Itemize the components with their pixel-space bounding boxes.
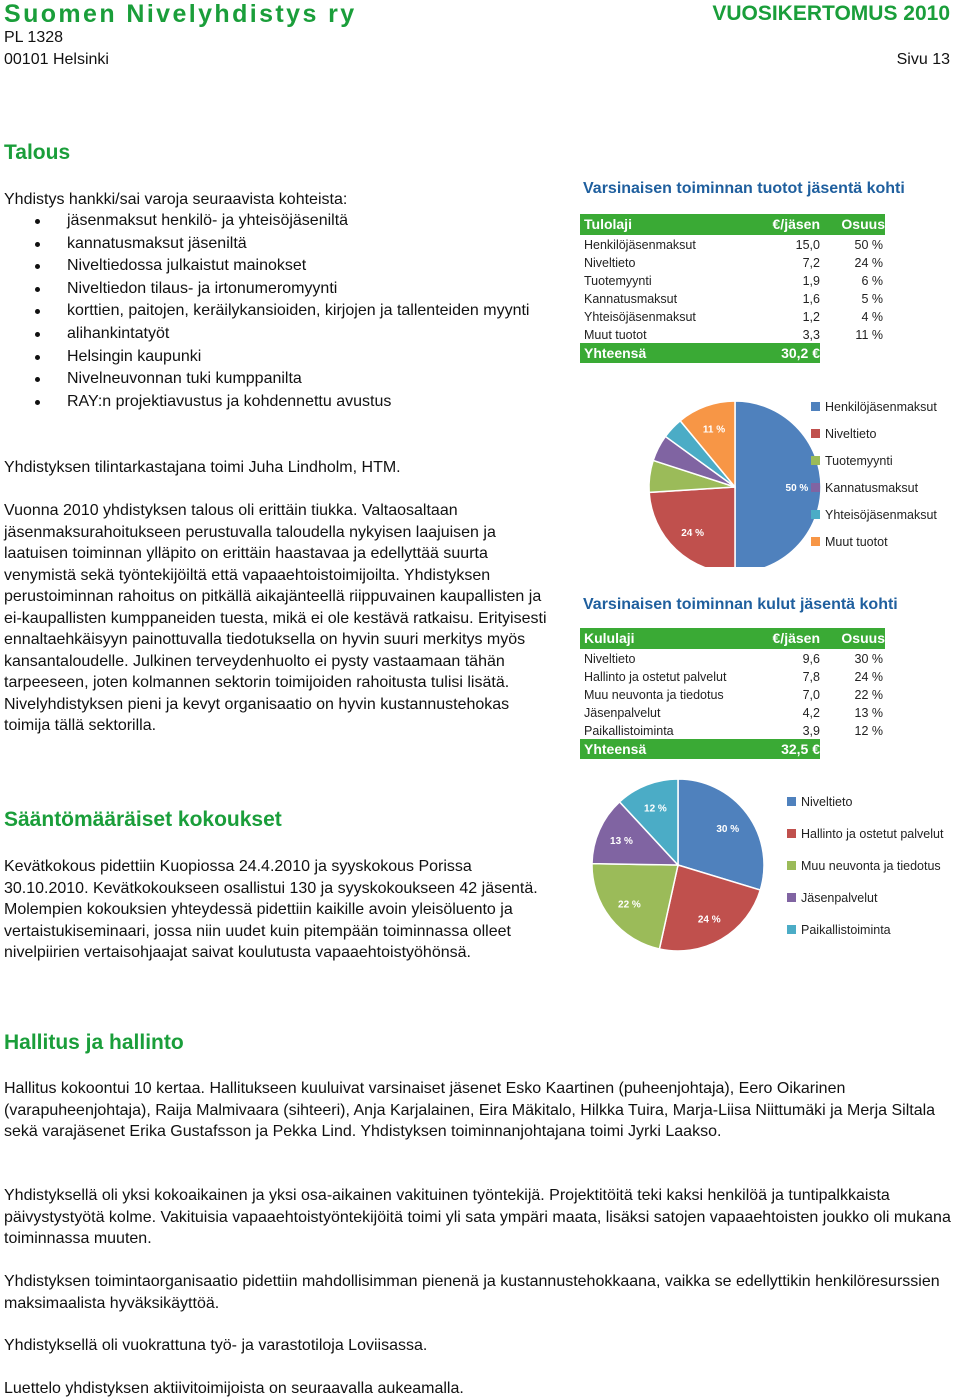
legend-label: Muu neuvonta ja tiedotus (801, 859, 941, 873)
funding-source-item (0, 278, 560, 301)
talous-paragraph: Vuonna 2010 yhdistyksen talous oli erittäin tiukka. Valtaosaltaan jäsenmaksurahoitukseen perustuvalla taloudella nykyisen laajuisen ja laatuisen toiminnan ylläpito on erittäin haastavaa ja edellyttää suurta venymistä sekä työntekijöiltä että vapaaehtoistoimijoilta. Yhdistyksen perustoiminnan rahoitus on pitkällä aikajänteellä riippuvainen kaupallisten ja ei-kaupallisten kumppaneiden tuesta, mikä ei ole kestävä ratkaisu. Erityisesti ennaltaehkäisyyn painottuvalla tiedotuksella on hyvin suuri merkitys myös kansantaloudelle. Julkinen terveydenhuolto ei pysty vastaamaan tähän tarpeeseen, joten kolmannen sektorin toimijoiden rahoitusta tulisi lisätä. Nivelyhdistyksen pieni ja kevyt organisaatio on hyvin kustannustehokas toimija tällä sektorilla. (4, 502, 547, 734)
table-cell: Niveltieto (584, 652, 636, 666)
chart-title: Varsinaisen toiminnan tuotot jäsentä kohti (583, 180, 905, 197)
table-cell: 15,0 (795, 238, 820, 252)
kokoukset-heading: Sääntömääräiset kokoukset (4, 808, 282, 831)
table-cell: 1,2 (802, 310, 820, 324)
table-header-cell: Osuus (841, 216, 885, 232)
funding-source-label: kannatusmaksut jäseniltä (67, 234, 247, 252)
hallitus-paragraph-4: Yhdistyksellä oli vuokrattuna työ- ja varastotiloja Loviisassa. (4, 1337, 428, 1354)
funding-sources-list (0, 210, 560, 413)
funding-source-item (0, 233, 560, 256)
table-header-cell: Osuus (841, 630, 885, 646)
table-total-value: 32,5 € (781, 741, 820, 757)
table-cell: Jäsenpalvelut (584, 706, 661, 720)
table-cell: Muu neuvonta ja tiedotus (584, 688, 724, 702)
legend-swatch (787, 893, 796, 902)
funding-source-label: korttien, paitojen, keräilykansioiden, kirjojen ja tallenteiden myynti (67, 302, 530, 320)
funding-source-label: Nivelneuvonnan tuki kumppanilta (67, 370, 302, 388)
auditor-note: Yhdistyksen tilintarkastajana toimi Juha Lindholm, HTM. (4, 459, 401, 476)
legend-label: Jäsenpalvelut (801, 891, 878, 905)
table-cell: 4 % (861, 310, 883, 324)
hallitus-paragraph-3: Yhdistyksen toimintaorganisaatio pidettiin mahdollisimman pienenä ja kustannustehokkaana, vaikka se edellyttikin henkilöresurssien maksimaalista hyväksikäyttöä. (4, 1273, 940, 1312)
table-cell: 11 % (855, 328, 883, 342)
legend-swatch (811, 510, 820, 519)
table-cell: Kannatusmaksut (584, 292, 678, 306)
legend-swatch (811, 483, 820, 492)
chart-title: Varsinaisen toiminnan kulut jäsentä kohti (583, 596, 898, 613)
funding-source-item (0, 300, 560, 323)
table-cell: 5 % (861, 292, 883, 306)
table-cell: 24 % (854, 670, 883, 684)
table-cell: Yhteisöjäsenmaksut (584, 310, 696, 324)
funding-source-label: jäsenmaksut henkilö- ja yhteisöjäseniltä (67, 212, 349, 229)
talous-intro: Yhdistys hankki/sai varoja seuraavista kohteista: (4, 191, 348, 208)
table-cell: 24 % (854, 256, 883, 270)
table-cell: 7,2 (802, 256, 820, 270)
hallitus-paragraph-2: Yhdistyksellä oli yksi kokoaikainen ja yksi osa-aikainen vakituinen työntekijä. Projektitöitä teki kaksi henkilöä ja tuntipalkkaista päivystystyötä kolme. Vakituisia vapaaehtoistyöntekijöitä toimi yli sata ympäri maata, lisäksi satojen vapaaehtoisten joukko oli mukana toiminnassa muuten. (4, 1187, 951, 1247)
legend-label: Henkilöjäsenmaksut (825, 400, 937, 414)
talous-heading: Talous (4, 141, 71, 164)
table-cell: 22 % (854, 688, 883, 702)
funding-source-item (0, 210, 560, 233)
pie-data-label: 50 % (785, 483, 809, 494)
funding-source-item (0, 255, 560, 278)
table-total-value: 30,2 € (781, 345, 820, 361)
legend-label: Muut tuotot (825, 535, 888, 549)
bullet-icon (35, 377, 40, 382)
bullet-icon (35, 287, 40, 292)
report-title: VUOSIKERTOMUS 2010 (712, 2, 950, 25)
kokoukset-paragraph: Kevätkokous pidettiin Kuopiossa 24.4.2010 ja syyskokous Porissa 30.10.2010. Kevätkokoukseen osallistui 130 ja syyskokoukseen 42 jäsentä. Molempien kokouksien yhteydessä pidettiin kaikille avoin yleisöluento ja vertaistukiseminaari, jossa niin uudet kuin pitempään toiminnassa olleet nivelpiirien vertaisohjaajat saivat koulutusta vapaaehtoistyöhönsä. (4, 858, 538, 961)
legend-label: Niveltieto (801, 795, 853, 809)
legend-swatch (811, 429, 820, 438)
legend-label: Paikallistoiminta (801, 923, 891, 937)
income-figure (575, 172, 960, 567)
legend-label: Tuotemyynti (825, 454, 893, 468)
pie-data-label: 24 % (681, 528, 705, 540)
table-cell: Niveltieto (584, 256, 636, 270)
funding-source-item (0, 391, 560, 414)
table-cell: 7,0 (802, 688, 820, 702)
legend-label: Niveltieto (825, 427, 877, 441)
bullet-icon (35, 242, 40, 247)
pie-data-label: 12 % (644, 803, 667, 815)
funding-source-item (0, 368, 560, 391)
legend-swatch (787, 925, 796, 934)
table-cell: 30 % (854, 652, 883, 666)
pie-data-label: 13 % (610, 835, 633, 847)
legend-swatch (811, 402, 820, 411)
organization-name: Suomen Nivelyhdistys ry (4, 0, 357, 28)
funding-source-label: Niveltiedon tilaus- ja irtonumeromyynti (67, 279, 338, 297)
funding-source-label: RAY:n projektiavustus ja kohdennettu avustus (67, 392, 392, 410)
legend-label: Yhteisöjäsenmaksut (825, 508, 937, 522)
table-cell: Hallinto ja ostetut palvelut (584, 670, 727, 684)
bullet-icon (35, 264, 40, 269)
legend-swatch (787, 861, 796, 870)
legend-swatch (787, 797, 796, 806)
table-cell: 9,6 (802, 652, 820, 666)
funding-source-item (0, 346, 560, 369)
pie-data-label: 22 % (618, 899, 641, 911)
table-cell: 3,3 (802, 328, 820, 342)
table-cell: 7,8 (802, 670, 820, 684)
table-cell: Henkilöjäsenmaksut (584, 238, 696, 252)
table-cell: 6 % (861, 274, 883, 288)
table-cell: Muut tuotot (584, 328, 647, 342)
table-cell: 1,6 (802, 292, 820, 306)
table-cell: 1,9 (802, 274, 820, 288)
table-cell: Paikallistoiminta (584, 724, 674, 738)
table-cell: 3,9 (802, 724, 820, 738)
table-cell: 13 % (854, 706, 883, 720)
postal-city: 00101 Helsinki (4, 51, 109, 68)
po-box: PL 1328 (4, 29, 64, 46)
pie-data-label: 30 % (716, 824, 740, 836)
hallitus-paragraph-5: Luettelo yhdistyksen aktiivitoimijoista on seuraavalla aukeamalla. (4, 1380, 464, 1397)
funding-source-label: Niveltiedossa julkaistut mainokset (67, 257, 307, 275)
legend-label: Hallinto ja ostetut palvelut (801, 827, 944, 841)
bullet-icon (35, 309, 40, 314)
table-header-cell: €/jäsen (772, 216, 820, 232)
pie-data-label: 6 % (623, 470, 642, 482)
table-total-label: Yhteensä (584, 345, 647, 361)
funding-source-item (0, 323, 560, 346)
legend-swatch (811, 537, 820, 546)
table-total-label: Yhteensä (584, 741, 647, 757)
pie-slice (649, 487, 735, 567)
expense-figure (575, 588, 960, 960)
pie-data-label: 5 % (634, 436, 652, 448)
table-cell: Tuotemyynti (584, 274, 652, 288)
legend-label: Kannatusmaksut (825, 481, 919, 495)
table-cell: 50 % (854, 238, 883, 252)
funding-source-label: alihankintatyöt (67, 324, 170, 342)
pie-data-label: 24 % (697, 914, 721, 926)
table-cell: 4,2 (802, 706, 820, 720)
legend-swatch (787, 829, 796, 838)
funding-source-label: Helsingin kaupunki (67, 347, 202, 365)
bullet-icon (35, 332, 40, 337)
hallitus-heading: Hallitus ja hallinto (4, 1031, 184, 1054)
bullet-icon (35, 219, 40, 224)
hallitus-paragraph-1: Hallitus kokoontui 10 kertaa. Hallitukseen kuuluivat varsinaiset jäsenet Esko Kaartinen (puheenjohtaja), Eero Oikarinen (varapuheenjohtaja), Raija Malmivaara (sihteeri), Anja Karjalainen, Eira Mäkitalo, Hilkka Tuira, Marja-Liisa Niittumäki ja Merja Siltala sekä varajäsenet Erika Gustafsson ja Pekka Lind. Yhdistyksen toiminnanjohtajana toimi Jyrki Laakso. (4, 1080, 936, 1140)
table-header-cell: Tulolaji (584, 216, 632, 232)
bullet-icon (35, 355, 40, 360)
table-header-cell: €/jäsen (772, 630, 820, 646)
legend-swatch (811, 456, 820, 465)
bullet-icon (35, 400, 40, 405)
pie-data-label: 11 % (702, 424, 726, 436)
table-header-cell: Kululaji (584, 630, 635, 646)
page-number: Sivu 13 (896, 51, 950, 68)
table-cell: 12 % (854, 724, 883, 738)
